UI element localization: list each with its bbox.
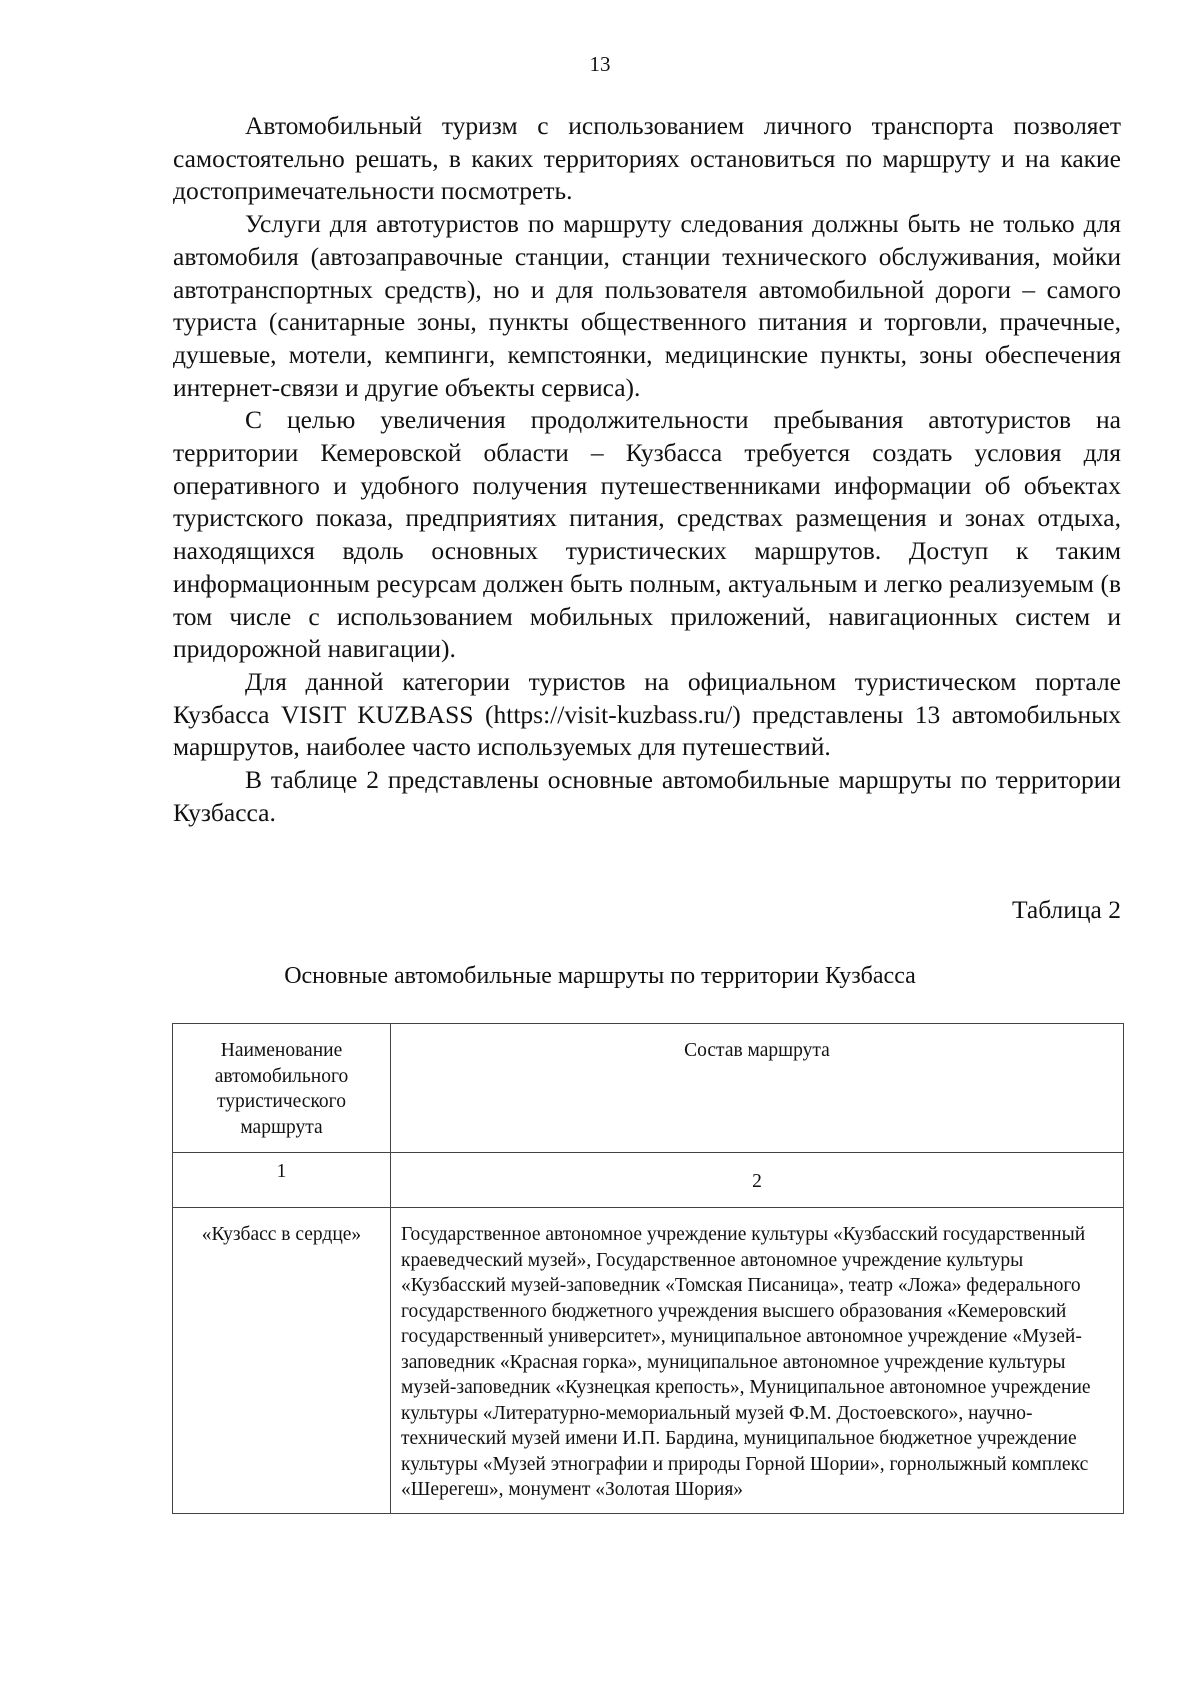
paragraph: Услуги для автотуристов по маршруту следования должны быть не только для автомобиля (автозаправочные станции, станции технического обслуживания, мойки автотранспортных средств), но и для пользователя автомобильной дороги – самого туриста (санитарные зоны, пункты общественного питания и торговли, прачечные, душевые, мотели, кемпинги, кемпстоянки, медицинские пункты, зоны обеспечения интернет-связи и другие объекты сервиса). xyxy=(173,209,1121,402)
column-number: 2 xyxy=(391,1153,1124,1208)
table-header-row xyxy=(173,1024,1124,1153)
paragraph: С целью увеличения продолжительности пребывания автотуристов на территории Кемеровской области – Кузбасса требуется создать условия для оперативного и удобного получения путешественниками информации об объектах туристского показа, предприятиях питания, средствах размещения и зонах отдыха, находящихся вдоль основных туристических маршрутов. Доступ к таким информационным ресурсам должен быть полным, актуальным и легко реализуемым (в том числе с использованием мобильных приложений, навигационных систем и придорожной навигации). xyxy=(173,405,1121,664)
table-row xyxy=(173,1208,1124,1514)
column-header-content: Состав маршрута xyxy=(391,1024,1124,1153)
column-header-name: Наименование автомобильного туристического маршрута xyxy=(173,1024,391,1153)
paragraph: Для данной категории туристов на официальном туристическом портале Кузбасса VISIT KUZBASS (https://visit-kuzbass.ru/) представлены 13 автомобильных маршрутов, наиболее часто используемых для путешествий. xyxy=(173,666,1121,762)
routes-table xyxy=(172,1023,1124,1514)
table-label: Таблица 2 xyxy=(1011,895,1121,924)
column-number-row xyxy=(173,1153,1124,1208)
column-number: 1 xyxy=(173,1153,391,1208)
paragraph: В таблице 2 представлены основные автомобильные маршруты по территории Кузбасса. xyxy=(173,765,1121,827)
body-text xyxy=(173,110,1121,829)
table-title: Основные автомобильные маршруты по территории Кузбасса xyxy=(284,963,916,989)
route-name-cell: «Кузбасс в сердце» xyxy=(173,1208,391,1514)
page-number: 13 xyxy=(589,52,611,76)
route-content-cell: Государственное автономное учреждение культуры «Кузбасский государственный краеведческий музей», Государственное автономное учреждение культуры «Кузбасский музей-заповедник «Томская Писаница», театр «Ложа» федерального государственного бюджетного учреждения высшего образования «Кемеровский государственный университет», муниципальное автономное учреждение «Музей-заповедник «Красная горка», муниципальное автономное учреждение культуры музей-заповедник «Кузнецкая крепость», Муниципальное автономное учреждение культуры «Литературно-мемориальный музей Ф.М. Достоевского», научно-технический музей имени И.П. Бардина, муниципальное бюджетное учреждение культуры «Музей этнографии и природы Горной Шории», горнолыжный комплекс «Шерегеш», монумент «Золотая Шория» xyxy=(391,1208,1124,1514)
paragraph: Автомобильный туризм с использованием личного транспорта позволяет самостоятельно решать, в каких территориях остановиться по маршруту и на какие достопримечательности посмотреть. xyxy=(173,111,1121,206)
